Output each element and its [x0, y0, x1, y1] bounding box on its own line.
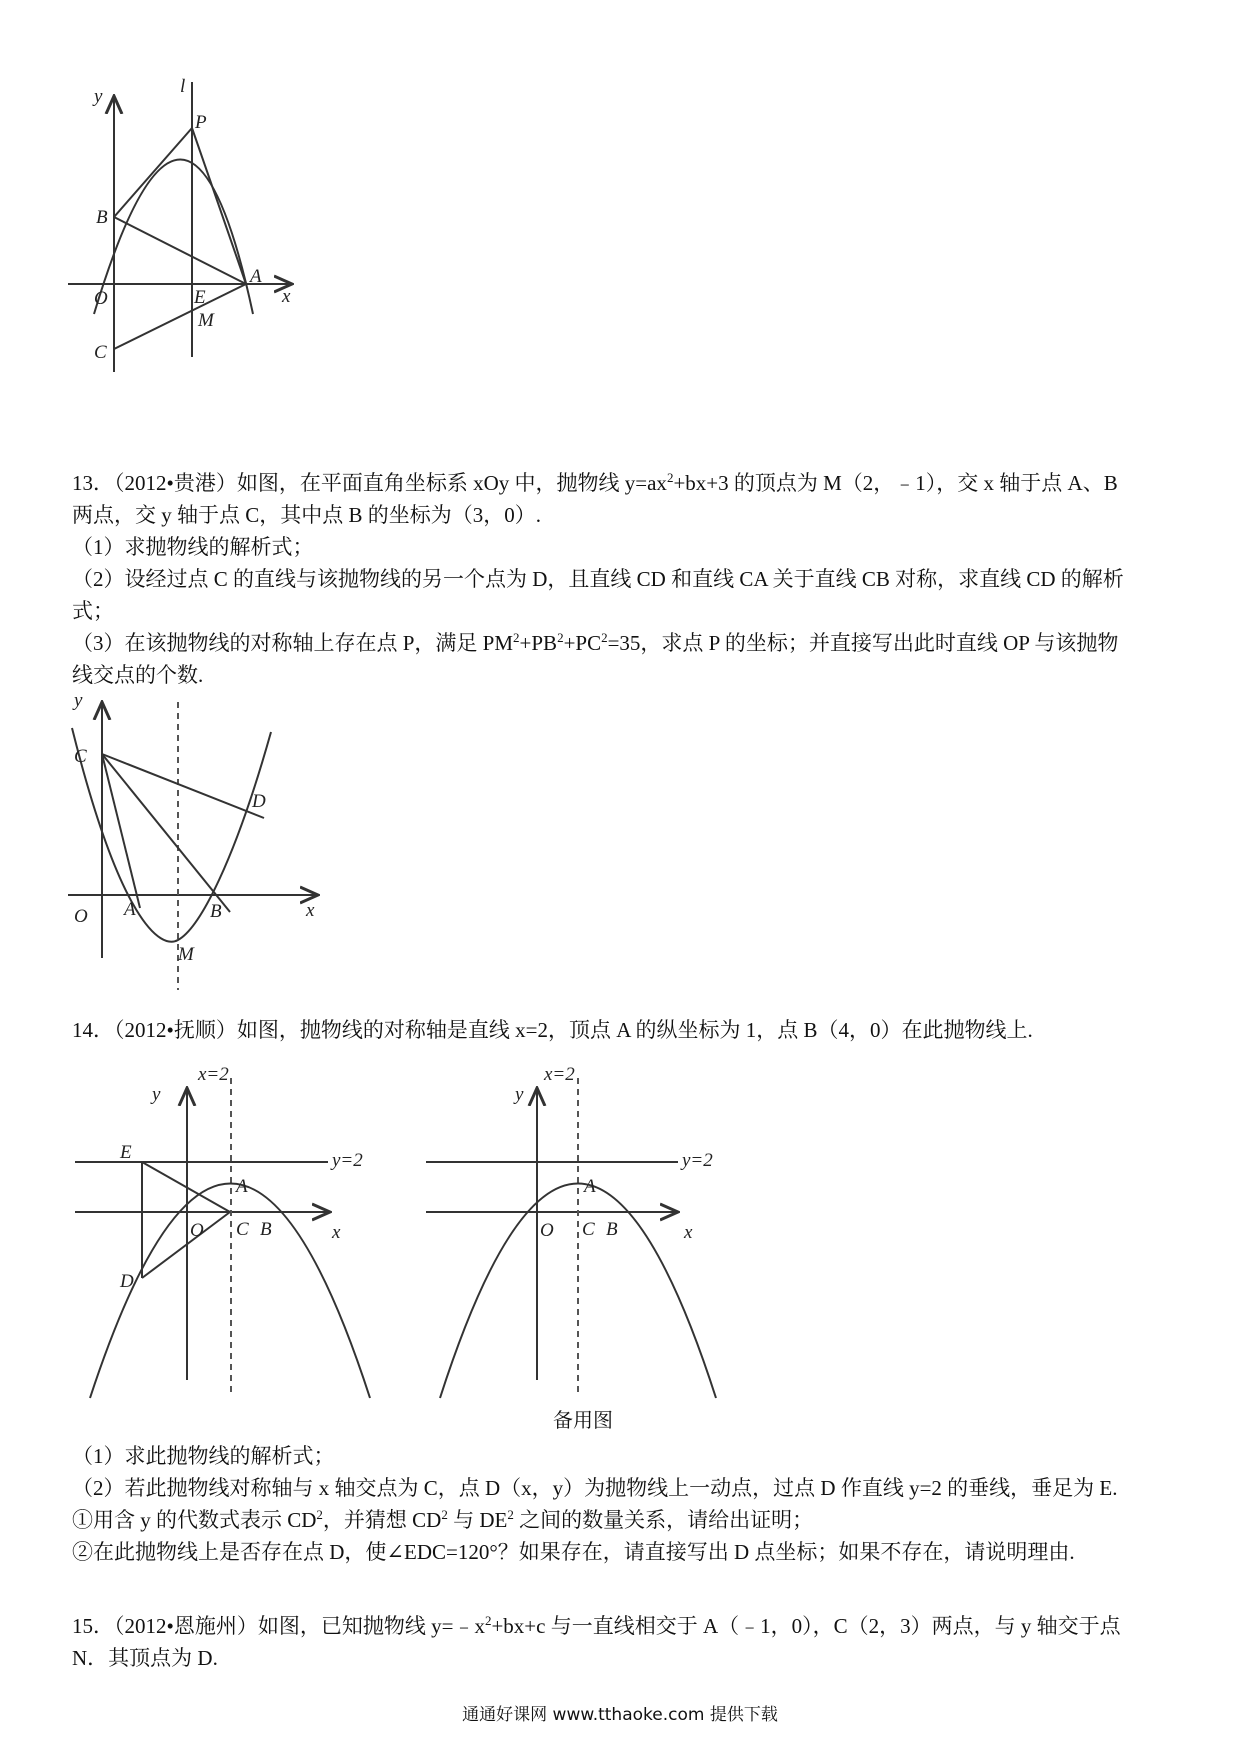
segment-cd: [102, 754, 264, 818]
q13-line-2: 两点，交 y 轴于点 C，其中点 B 的坐标为（3，0）.: [72, 503, 542, 527]
figure-q12-svg: [60, 70, 350, 430]
q15-line-1: 15．（2012•恩施州）如图，已知抛物线 $y=﹣x^2+bx+c$ 与一直线相交于 A（﹣1，0），C（2，3）两点，与 y 轴交于点: [72, 1613, 1121, 1638]
label-y: y: [74, 690, 83, 711]
label-y: y: [94, 86, 103, 107]
q14-line-5: ②在此抛物线上是否存在点 D，使∠EDC=120°？如果存在，请直接写出 D 点坐标；如果不存在，请说明理由.: [72, 1540, 1075, 1564]
label-x2: x=2: [198, 1064, 229, 1085]
q13-line-7: 线交点的个数.: [72, 663, 204, 687]
q14-line-1: 14．（2012•抚顺）如图，抛物线的对称轴是直线 x=2，顶点 A 的纵坐标为 1，点 B（4，0）在此抛物线上.: [72, 1018, 1033, 1042]
question-14-parts: [72, 1440, 1167, 1568]
q13-line-3: （1）求抛物线的解析式；: [72, 535, 314, 559]
label-b: B: [260, 1219, 272, 1240]
q14-line-3: （2）若此抛物线对称轴与 x 轴交点为 C，点 D（x，y）为抛物线上一动点，过点 D 作直线 y=2 的垂线，垂足为 E.: [72, 1476, 1118, 1500]
label-e: E: [120, 1142, 132, 1163]
label-m: M: [198, 310, 214, 331]
figure-q14-main: [70, 1058, 410, 1418]
figure-q14-backup: [422, 1058, 752, 1418]
label-p: P: [195, 112, 207, 133]
label-a: A: [250, 266, 262, 287]
label-c: C: [236, 1219, 249, 1240]
backup-figure-caption: 备用图: [553, 1408, 613, 1432]
label-a: A: [236, 1176, 248, 1197]
label-m: M: [178, 944, 194, 965]
figure-q14-main-svg: [70, 1058, 410, 1418]
label-o: O: [540, 1220, 554, 1241]
label-o: O: [74, 906, 88, 927]
label-b: B: [96, 207, 108, 228]
label-d: D: [252, 791, 266, 812]
label-y2: y=2: [332, 1150, 363, 1171]
label-d: D: [120, 1271, 134, 1292]
label-o: O: [190, 1220, 204, 1241]
label-b: B: [210, 901, 222, 922]
label-a: A: [124, 899, 136, 920]
q14-line-4: ①用含 y 的代数式表示 $CD^2$，并猜想 $CD^2$ 与 $DE^2$ 之间的数量关系，请给出证明；: [72, 1507, 814, 1532]
label-x: x: [282, 286, 291, 307]
label-y2: y=2: [682, 1150, 713, 1171]
question-13: [72, 467, 1167, 691]
label-x2: x=2: [544, 1064, 575, 1085]
question-15: [72, 1610, 1167, 1674]
label-o: O: [94, 288, 108, 309]
question-14: [72, 1014, 1167, 1046]
label-a: A: [584, 1176, 596, 1197]
figure-q13: [60, 690, 350, 990]
page-footer: 通通好课网 www.tthaoke.com 提供下载: [462, 1705, 778, 1725]
q13-line-4: （2）设经过点 C 的直线与该抛物线的另一个点为 D，且直线 CD 和直线 CA 关于直线 CB 对称，求直线 CD 的解析: [72, 567, 1124, 591]
q13-line-5: 式；: [72, 599, 114, 623]
label-y: y: [152, 1084, 161, 1105]
segment-bp: [114, 128, 192, 217]
label-c: C: [94, 342, 107, 363]
label-l: l: [180, 76, 186, 97]
q15-line-2: N．其顶点为 D.: [72, 1646, 218, 1670]
label-b: B: [606, 1219, 618, 1240]
label-x: x: [306, 900, 315, 921]
label-x: x: [332, 1222, 341, 1243]
q14-line-2: （1）求此抛物线的解析式；: [72, 1444, 335, 1468]
figure-q12: [60, 70, 350, 430]
figure-q13-svg: [60, 690, 350, 990]
figure-q14-backup-svg: [422, 1058, 752, 1418]
label-x: x: [684, 1222, 693, 1243]
label-c: C: [582, 1219, 595, 1240]
label-c: C: [74, 746, 87, 767]
label-y: y: [515, 1084, 524, 1105]
q13-line-6: （3）在该抛物线的对称轴上存在点 P，满足 $PM^2+PB^2+PC^2=35$，求点 P 的坐标；并直接写出此时直线 OP 与该抛物: [72, 630, 1119, 655]
label-e: E: [194, 287, 206, 308]
segment-ca: [114, 284, 246, 349]
q13-line-1: 13．（2012•贵港）如图，在平面直角坐标系 xOy 中，抛物线 $y=ax^2+bx+3$ 的顶点为 M（2，﹣1），交 x 轴于点 A、B: [72, 470, 1118, 495]
